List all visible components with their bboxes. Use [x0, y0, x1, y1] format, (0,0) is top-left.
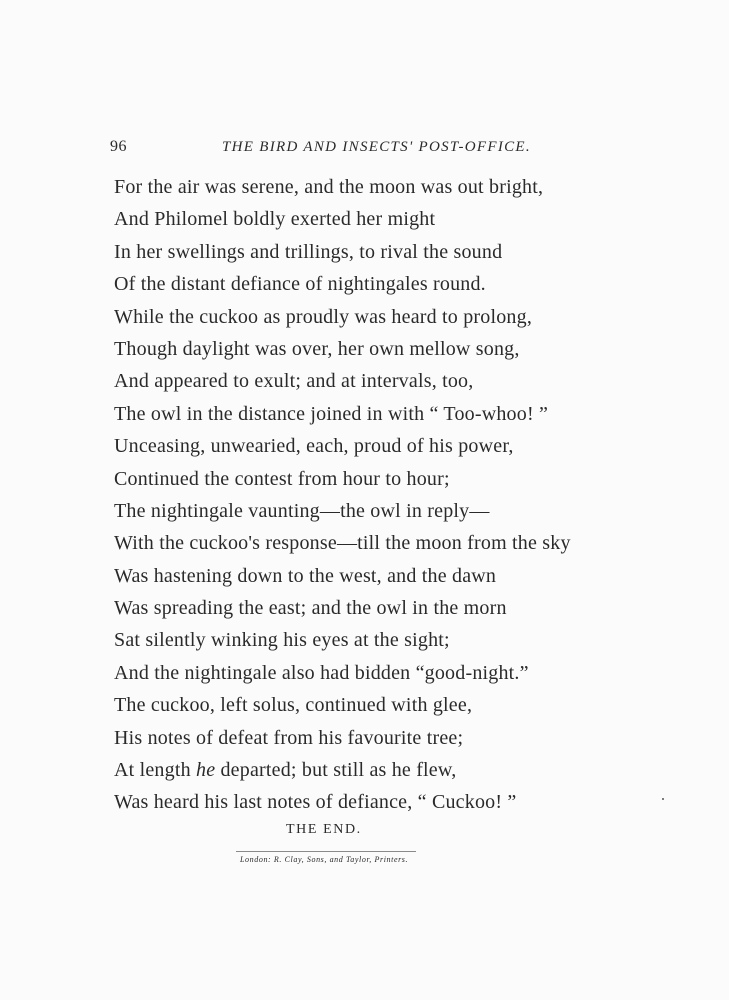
- poem-line: The cuckoo, left solus, continued with glee,: [114, 694, 473, 717]
- poem-line: And Philomel boldly exerted her might: [114, 208, 436, 231]
- line-text-after: departed; but still as he flew,: [215, 759, 457, 782]
- poem-line: His notes of defeat from his favourite tree;: [114, 726, 464, 749]
- emphasis-he: he: [196, 759, 216, 782]
- poem-line: With the cuckoo's response—till the moon from the sky: [114, 532, 571, 555]
- poem-line: And appeared to exult; and at intervals, too,: [114, 370, 474, 393]
- poem-line-emphasis: [114, 754, 654, 786]
- line-text-before: At length: [114, 759, 196, 782]
- poem-line: Unceasing, unwearied, each, proud of his power,: [114, 435, 514, 458]
- poem-line: Was heard his last notes of defiance, “ Cuckoo! ”: [114, 791, 517, 814]
- printer-imprint: London: R. Clay, Sons, and Taylor, Printers.: [240, 855, 409, 864]
- poem-line: In her swellings and trillings, to rival the sound: [114, 240, 503, 263]
- poem-line: Was spreading the east; and the owl in the morn: [114, 597, 507, 620]
- poem-line: The nightingale vaunting—the owl in reply—: [114, 499, 490, 522]
- poem-line: For the air was serene, and the moon was out bright,: [114, 176, 544, 198]
- running-head: [110, 138, 570, 158]
- running-title: THE BIRD AND INSECTS' POST-OFFICE.: [222, 139, 531, 155]
- imprint-rule: [236, 851, 416, 852]
- poem-line: Continued the contest from hour to hour;: [114, 467, 450, 490]
- page-number: 96: [110, 138, 127, 155]
- poem-line: Of the distant defiance of nightingales round.: [114, 273, 486, 296]
- poem-line: Sat silently winking his eyes at the sight;: [114, 629, 450, 652]
- poem-line: The owl in the distance joined in with “ Too-whoo! ”: [114, 402, 549, 425]
- poem-line: Though daylight was over, her own mellow song,: [114, 337, 520, 360]
- print-speck: [662, 798, 664, 800]
- poem-line: Was hastening down to the west, and the dawn: [114, 564, 497, 587]
- poem-line: And the nightingale also had bidden “good-night.”: [114, 661, 529, 684]
- poem: [114, 171, 654, 819]
- the-end: THE END.: [286, 822, 362, 837]
- poem-line: While the cuckoo as proudly was heard to prolong,: [114, 305, 533, 328]
